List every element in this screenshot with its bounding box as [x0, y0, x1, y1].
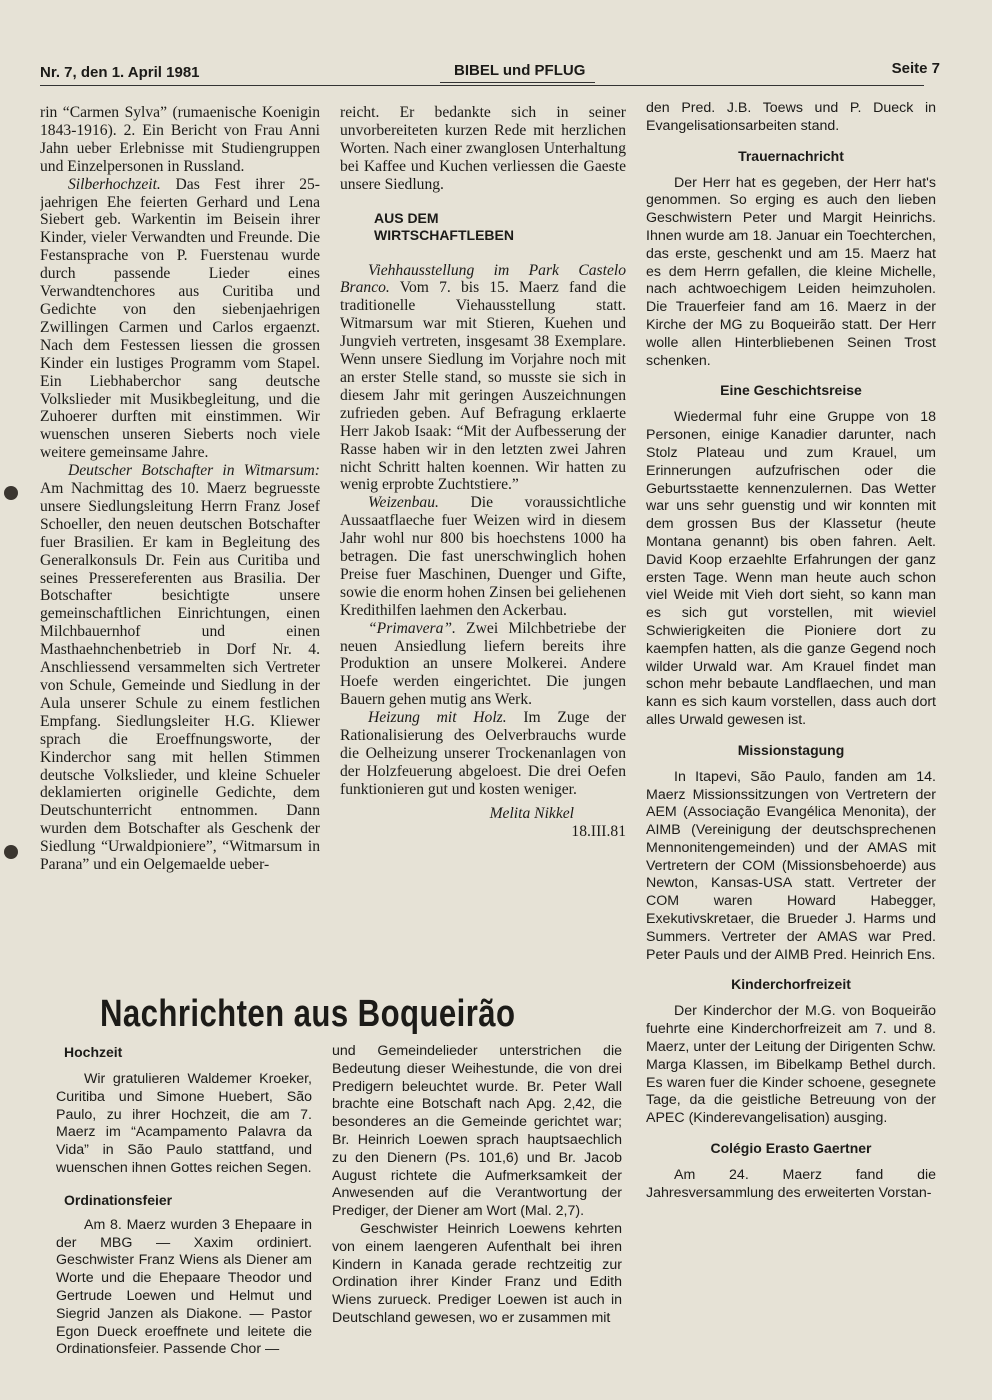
lower-column-2	[332, 1043, 622, 1400]
article-weizenbau	[340, 494, 626, 619]
article-missionstagung: In Itapevi, São Paulo, fanden am 14. Maerz Missionssitzungen von Vertretern der AEM (Associação Evangélica Menonita), der AIMB (Vereinigung der deutschsprechenen Mennonitengemeinden) und der AMAS mit Vertretern der COM (Missionsbehoerde) aus Newton, Kansas-USA statt. Vertreter der COM waren Howard Habegger, Exekutivskretaer, die Brueder J. Harms und Summers. Vertreter der AMAS war Pred. Peter Pauls und der AIMB Pred. Heinrich Ens.	[646, 768, 936, 963]
article-primavera	[340, 620, 626, 710]
article-silberhochzeit	[40, 176, 320, 463]
article-text: und Gemeindelieder unterstrichen die Bedeutung dieser Weihestunde, die von drei Predigern beleuchtet wurde. Br. Peter Wall brachte eine Botschaft nach Apg. 2,42, die besonderes an die Gemeinde gerichtet war; Br. Heinrich Loewen sprach hauptsaechlich zu den Dienern (Ps. 101,6) und Br. Jacob August richtete die Aufmerksamkeit der Anwesenden auf die Verantwortung der Prediger, der Diener am Wort (Mal. 2,7).	[332, 1043, 622, 1220]
article-ordinationsfeier: Am 8. Maerz wurden 3 Ehepaare in der MBG — Xaxim ordiniert. Geschwister Franz Wiens als Diener am Worte und die Ehepaare Theodor und Gertrude Loewen und Helmut und Siegrid Janzen als Diakone. — Pastor Egon Dueck eroeffnete und leitete die Ordinationsfeier. Passende Chor —	[56, 1216, 312, 1358]
header-rule	[40, 85, 924, 86]
column-3	[646, 100, 936, 1400]
article-loewens: Geschwister Heinrich Loewens kehrten von einem laengeren Aufenthalt bei ihren Kindern in Kanada gerade rechtzeitig zur Ordination ihrer Kinder Franz und Edith Wiens zurueck. Prediger Loewen ist auch in Deutschland gewesen, wo er zusammen mit	[332, 1220, 622, 1326]
heading-missionstagung: Missionstagung	[737, 741, 845, 758]
heading-colegio: Colégio Erasto Gaertner	[710, 1140, 872, 1157]
heading-line: AUS DEM	[374, 209, 439, 226]
article-date: 18.III.81	[571, 822, 626, 840]
author-signature: Melita Nikkel	[489, 804, 574, 822]
heading-ordinationsfeier: Ordinationsfeier	[64, 1191, 173, 1208]
article-botschafter	[40, 462, 320, 874]
article-text: Am Nachmittag des 10. Maerz begruesste unsere Siedlungsleitung Herrn Franz Josef Schoeller, den neuen deutschen Botschafter fuer Brasilien. Er kam in Begleitung des Generalkonsuls Dr. Fein aus Curitiba und seines Pressereferenten aus Brasilia. Der Botschafter besichtigte unsere gemeinschaftlichen Einrichtungen, einen Milchbauernhof und einen Masthaehnchenbetrieb in Dorf Nr. 4. Anschliessend versammelten sich Vertreter von Schule, Gemeinde und Siedlung in der Aula unserer Schule zu einem festlichen Empfang. Siedlungsleiter H.G. Kliewer sprach die Eroeffnungsworte, der Kinderchor sang mit hellen Stimmen deutsche Volkslieder, und kleine Schueler deklamierten originelle Gedichte, dem Deutschunterricht entnommen. Dann wurden dem Botschafter als Geschenk der Siedlung “Urwaldpioniere”, “Witmarsum in Parana” und ein Oelgemaelde ueber-	[40, 480, 320, 874]
article-text: Die voraussichtliche Aussaatflaeche fuer Weizen wird in diesem Jahr wohl nur 800 bis hoechstens 1000 ha betragen. Die fast unerschwinglich hohen Preise fuer Maschinen, Duenger und Gifte, sowie die enorm hohen Zinsen bei geliehenen Kredithilfen laehmen den Ackerbau.	[340, 494, 626, 619]
column-2	[340, 104, 626, 984]
article-text: rin “Carmen Sylva” (rumaenische Koenigin 1843-1916). 2. Ein Bericht von Frau Anni Jahn ueber Erlebnisse mit Studiengruppen und Einzelpersonen in Russland.	[40, 104, 320, 175]
heading-hochzeit: Hochzeit	[64, 1044, 123, 1060]
section-lead: Heizung mit Holz.	[368, 709, 507, 727]
masthead-title: BIBEL und PFLUG	[454, 62, 586, 79]
section-lead: Weizenbau.	[368, 494, 439, 512]
section-lead: Deutscher Botschafter in Witmarsum:	[68, 462, 320, 480]
article-viehausstellung	[340, 262, 626, 495]
masthead-underline	[440, 82, 595, 83]
article-text: Vom 7. bis 15. Maerz fand die traditionelle Viehausstellung statt. Witmarsum war mit Stieren, Kuehen und Jungvieh vertreten, insgesamt 38 Exemplare. Wenn unsere Siedlung im Vorjahre noch mit an erster Stelle stand, so musste sie sich in diesem Jahr mit geringen Auszeichnungen zufrieden geben. Auf Befragung erklaerte Herr Jakob Isaak: “Mit der Aufbesserung der Rasse haben wir in den letzten zwei Jahren nicht Schritt halten koennen. Wir hatten zu wenig erprobte Zuchtstiere.”	[340, 279, 626, 494]
article-hochzeit: Wir gratulieren Waldemer Kroeker, Curitiba und Simone Huebert, São Paulo, zu ihrer Hochzeit, die am 7. Maerz im “Acampamento Palavra da Vida” in São Paulo stattfand, und wuenschen ihnen Gottes reichen Segen.	[56, 1071, 312, 1176]
article-text: Im Zuge der Rationalisierung des Oelverbrauchs wurde die Oelheizung unserer Trockenanlagen von der Holzfeuerung abgeloest. Die drei Oefen funktionieren gut und kosten weniger.	[340, 709, 626, 798]
article-text: Zwei Milchbetriebe der neuen Ansiedlung liefern bereits ihre Produktion an unsere Molkerei. Andere Hoefe werden eingerichtet. Die jungen Bauern gehen mutig ans Werk.	[340, 619, 626, 709]
heading-kinderchorfreizeit: Kinderchorfreizeit	[731, 976, 851, 993]
punch-hole-upper	[4, 486, 18, 500]
heading-trauernachricht: Trauernachricht	[738, 147, 844, 164]
column-1	[40, 104, 320, 979]
article-text: reicht. Er bedankte sich in seiner unvorbereiteten kurzen Rede mit herzlichen Worten. Nach einer zwanglosen Unterhaltung bei Kaffee und Kuchen verliessen die Gaeste unsere Siedlung.	[340, 104, 626, 193]
section-lead: “Primavera”.	[368, 619, 456, 637]
section-banner-title: Nachrichten aus Boqueirão	[100, 993, 516, 1035]
section-lead: Viehhausstellung im Park Castelo Branco.	[340, 261, 626, 297]
heading-geschichtsreise: Eine Geschichtsreise	[720, 382, 862, 399]
heading-line: WIRTSCHAFTLEBEN	[374, 226, 514, 243]
article-kinderchorfreizeit: Der Kinderchor der M.G. von Boqueirão fuehrte eine Kinderchorfreizeit am 7. und 8. Maerz, unter der Leitung der Dirigenten Schw. Marga Klassen, im Bibelkamp Bethel durch. Es waren fuer die Kinder schoene, gesegnete Tage, da die geistliche Betreuung von der APEC (Kinderevangelisation) ausging.	[646, 1003, 936, 1127]
punch-hole-lower	[4, 845, 18, 859]
issue-date: Nr. 7, den 1. April 1981	[40, 64, 200, 81]
section-lead: Silberhochzeit.	[68, 175, 161, 193]
article-geschichtsreise: Wiedermal fuhr eine Gruppe von 18 Personen, einige Kanadier darunter, nach Stolz Plateau und zum Krauel, um Erinnerungen aufzufrischen oder die Geburtsstaette kennenzulernen. Das Wetter war uns sehr guenstig und wir konnten mit dem grossen Bus der Klassetur (heute Montana genannt) bis oben fahren. Aelt. David Koop erzaehlte Erfahrungen der ganz ersten Tage. Wenn man heute auch schon viel Weide mit Vieh dort sieht, so kann man es sich gut vorstellen, mit wieviel Schwierigkeiten die Pioniere dort zu kaempfen hatten, als die ganze Gegend noch wilder Urwald war. Am Krauel findet man schon mehr bebaute Landflaechen, und man kann es sich kaum vorstellen, dass auch dort alles Urwald gewesen ist.	[646, 409, 936, 728]
page-number: Seite 7	[891, 60, 940, 77]
article-text: Das Fest ihrer 25-jaehrigen Ehe feierten Gerhard und Lena Siebert geb. Warkentin im Beisein ihrer Kinder, vieler Verwandten und Freunde. Die Festansprache von P. Fuerstenau wurde durch passende Lieder eines Verwandtenchores aus Curitiba und Gedichte von den siebenjaehrigen Zwillingen Carmen und Carlos ergaenzt. Nach dem Festessen liessen die grossen Kinder ein lustiges Programm vom Stapel. Ein Liebhaberchor sang deutsche Volkslieder mit Musikbegleitung, und die Zuhoerer durften mit einstimmen. Wir wuenschen unseren Sieberts noch viele weitere gemeinsame Jahre.	[40, 175, 320, 462]
article-colegio: Am 24. Maerz fand die Jahresversammlung des erweiterten Vorstan-	[646, 1167, 936, 1201]
article-heizung	[340, 709, 626, 799]
article-text: den Pred. J.B. Toews und P. Dueck in Evangelisationsarbeiten stand.	[646, 100, 936, 134]
section-heading-wirtschaft	[374, 210, 626, 244]
article-trauernachricht: Der Herr hat es gegeben, der Herr hat's genommen. So erging es auch den lieben Geschwistern Peter und Margit Heinrichs. Ihnen wurde am 18. Januar ein Toechterchen, das erste, geschenkt und am 15. Maerz hat es dem Herrn gefallen, die kleine Michelle, nach achtwoechigem Leiden heimzuholen. Die Trauerfeier fand am 16. Maerz in der Kirche der MG zu Boqueirão statt. Der Herr wolle allen Hinterbliebenen Seinen Trost schenken.	[646, 174, 936, 369]
lower-column-1	[56, 1040, 312, 1400]
